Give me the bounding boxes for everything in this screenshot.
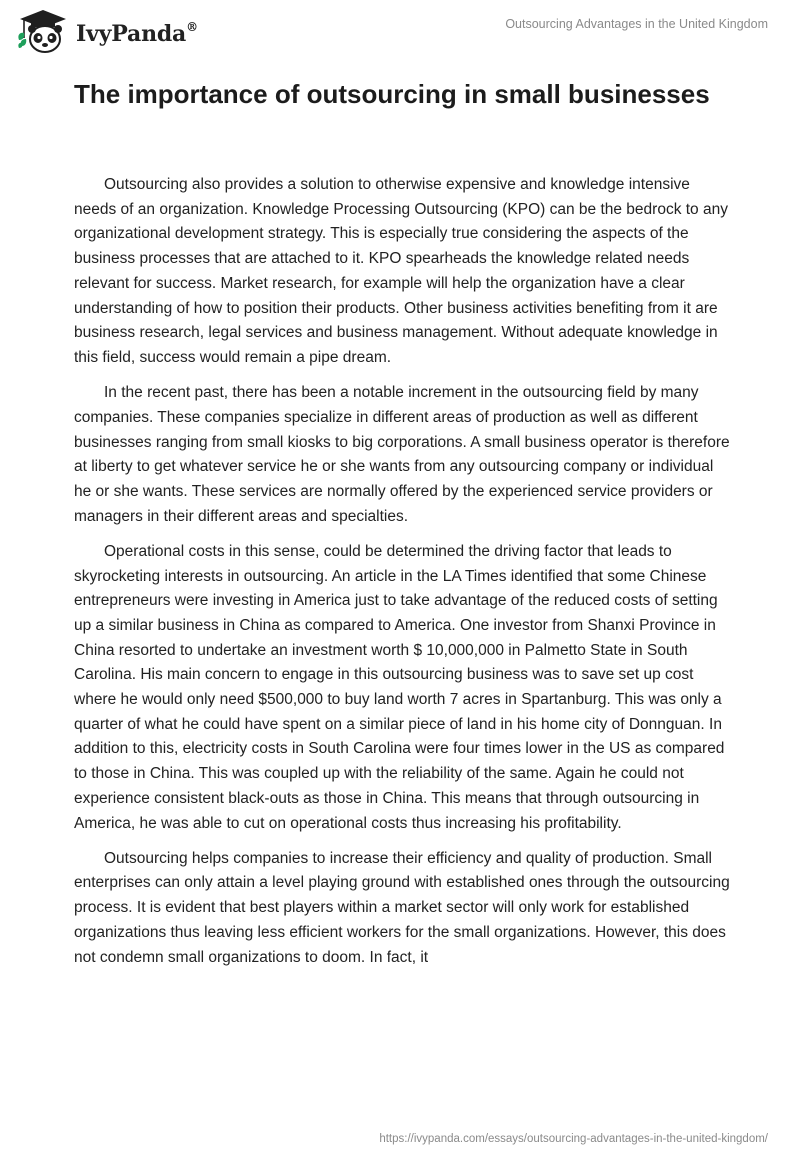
brand-name — [76, 21, 198, 47]
paragraph: Operational costs in this sense, could be determined the driving factor that leads to skyrocketing interests in outsourcing. An article in the LA Times identified that some Chinese entrepreneurs were investing in America just to take advantage of the reduced costs of setting up a similar business in China as compared to America. One investor from Shanxi Province in China resorted to undertake an investment worth $ 10,000,000 in Palmetto State in South Carolina. His main concern to engage in this outsourcing business was to save set up cost where he would only need $500,000 to buy land worth 7 acres in Spartanburg. This was only a quarter of what he could have spent on a similar piece of land in his home city of Donnguan. In addition to this, electricity costs in South Carolina were four times lower in the US as compared to those in China. This was coupled up with the reliability of the same. Again he could not experience consistent black-outs as those in China. This means that through outsourcing in America, he was able to cut on operational costs thus increasing his profitability. — [74, 542, 725, 832]
panda-graduate-icon — [16, 8, 70, 54]
registered-mark: ® — [186, 19, 198, 34]
paragraph: Outsourcing helps companies to increase their efficiency and quality of production. Small enterprises can only attain a level playing ground with established ones through the outsourcing process. It is evident that best players within a market sector will only work for established organizations thus leaving less efficient workers for the small organizations. However, this does not condemn small organizations to doom. In fact, it — [74, 849, 730, 966]
source-url: https://ivypanda.com/essays/outsourcing-advantages-in-the-united-kingdom/ — [379, 1133, 768, 1145]
article-body — [74, 173, 734, 981]
paragraph: In the recent past, there has been a notable increment in the outsourcing field by many companies. These companies specialize in different areas of production as well as different businesses ranging from small kiosks to big corporations. A small business operator is therefore at liberty to get whatever service he or she wants from any outsourcing company or individual he or she wants. These services are normally offered by the experienced service providers or managers in their different areas and specialties. — [74, 384, 730, 525]
section-heading: The importance of outsourcing in small businesses — [74, 79, 710, 109]
page-header — [0, 0, 800, 60]
brand-name-text: IvyPanda — [76, 21, 187, 47]
paragraph: Outsourcing also provides a solution to otherwise expensive and knowledge intensive needs of an organization. Knowledge Processing Outsourcing (KPO) can be the bedrock to any organizational development strategy. This is especially true considering the aspects of the business processes that are attached to it. KPO spearheads the knowledge related needs relevant for success. Market research, for example will help the organization have a clear understanding of how to position their products. Other business activities benefiting from it are business research, legal services and business management. Without adequate knowledge in this field, success would remain a pipe dream. — [74, 176, 728, 366]
ivypanda-logo[interactable] — [16, 8, 198, 54]
document-title: Outsourcing Advantages in the United Kingdom — [505, 17, 768, 31]
